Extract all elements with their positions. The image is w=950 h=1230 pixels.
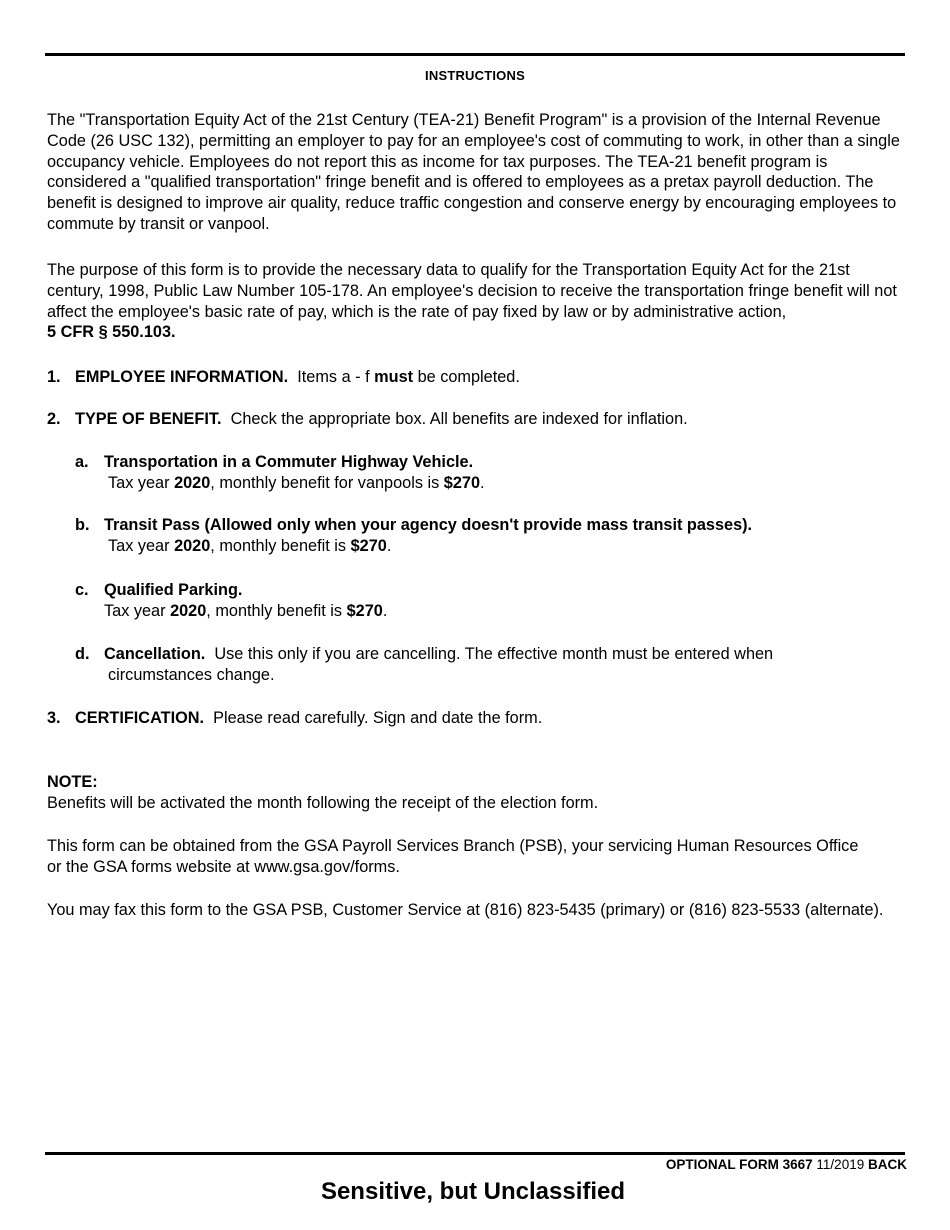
intro-paragraph-1: The "Transportation Equity Act of the 21st Century (TEA-21) Benefit Program" is a provision of the Internal Revenue Code (26 USC 132), permitting an employer to pay for an employee's cost of commuting to work, in other than a single occupancy vehicle. Employees do not report this as income for tax purposes. The TEA-21 benefit program is considered a "qualified transportation" fringe benefit and is offered to employees as a pretax payroll deduction. The benefit is designed to improve air quality, reduce traffic congestion and conserve energy by encouraging employees to commute by transit or vanpool.: [47, 111, 900, 233]
form-side: BACK: [868, 1157, 907, 1172]
item-3-text: Please read carefully. Sign and date the form.: [213, 709, 543, 727]
item-1-number: 1.: [47, 368, 61, 386]
benefit-a-mid: , monthly benefit for vanpools is: [210, 473, 440, 492]
benefit-a-amount: $270: [443, 473, 481, 492]
note-label: NOTE:: [47, 773, 98, 791]
item-2-heading: TYPE OF BENEFIT.: [75, 410, 222, 428]
note-obtain-form: This form can be obtained from the GSA Payroll Services Branch (PSB), your servicing Human Resources Office or the GSA forms website at www.gsa.gov/forms.: [47, 837, 859, 876]
benefit-c-year: 2020: [170, 601, 207, 620]
cfr-citation: 5 CFR § 550.103.: [47, 323, 176, 342]
benefit-c-letter: c.: [75, 581, 89, 599]
benefit-b-mid: , monthly benefit is: [210, 536, 347, 555]
benefit-c-qualified-parking: [104, 580, 387, 622]
item-1-employee-information: [75, 367, 520, 388]
benefit-b-pre: Tax year: [108, 536, 170, 555]
benefit-a-heading: Transportation in a Commuter Highway Vehicle.: [104, 453, 474, 471]
benefit-d-cancellation: [104, 644, 773, 686]
item-2-text: Check the appropriate box. All benefits are indexed for inflation.: [230, 410, 688, 428]
benefit-a-year: 2020: [174, 473, 211, 492]
benefit-b-post: .: [386, 536, 392, 555]
benefit-c-post: .: [382, 601, 388, 620]
top-rule: [45, 53, 905, 56]
classification-label: Sensitive, but Unclassified: [320, 1178, 626, 1205]
benefit-d-heading: Cancellation.: [104, 645, 206, 663]
form-identifier: [666, 1157, 907, 1172]
item-1-text-a: Items a - f: [297, 368, 370, 386]
benefit-a-pre: Tax year: [108, 473, 170, 492]
benefit-c-pre: Tax year: [104, 601, 166, 620]
page-title: INSTRUCTIONS: [425, 68, 525, 83]
item-3-certification: [75, 708, 542, 729]
benefit-c-heading: Qualified Parking.: [104, 581, 243, 599]
benefit-b-letter: b.: [75, 516, 90, 534]
item-1-text-b: be completed.: [417, 368, 520, 386]
item-2-type-of-benefit: [75, 409, 688, 430]
benefit-c-mid: , monthly benefit is: [206, 601, 343, 620]
benefit-a-post: .: [480, 473, 485, 492]
benefit-c-amount: $270: [346, 601, 383, 620]
benefit-a-commuter-vehicle: [104, 452, 485, 494]
item-1-heading: EMPLOYEE INFORMATION.: [75, 368, 289, 386]
benefit-a-letter: a.: [75, 453, 89, 471]
form-name: OPTIONAL FORM 3667: [665, 1157, 813, 1172]
benefit-d-line2: circumstances change.: [108, 665, 275, 684]
intro-paragraph-2: [47, 260, 907, 343]
bottom-rule: [45, 1152, 905, 1155]
form-date: 11/2019: [816, 1157, 865, 1172]
item-3-heading: CERTIFICATION.: [75, 709, 205, 727]
benefit-b-transit-pass: [104, 515, 752, 557]
benefit-d-letter: d.: [75, 645, 90, 663]
item-1-text-bold: must: [374, 368, 414, 386]
note-text: Benefits will be activated the month following the receipt of the election form.: [47, 793, 599, 812]
benefit-d-line1: Use this only if you are cancelling. The effective month must be entered when: [214, 645, 774, 663]
benefit-b-heading: Transit Pass (Allowed only when your agency doesn't provide mass transit passes).: [104, 516, 753, 534]
note-fax-info: You may fax this form to the GSA PSB, Customer Service at (816) 823-5435 (primary) or (816) 823-5533 (alternate).: [47, 901, 884, 919]
benefit-b-year: 2020: [174, 536, 211, 555]
note-section: [47, 772, 907, 814]
benefit-b-amount: $270: [350, 536, 387, 555]
item-3-number: 3.: [47, 709, 61, 727]
intro-paragraph-2-text: The purpose of this form is to provide the necessary data to qualify for the Transportation Equity Act for the 21st century, 1998, Public Law Number 105-178. An employee's decision to receive the transportation fringe benefit will not affect the employee's basic rate of pay, which is the rate of pay fixed by law or by administrative action,: [47, 261, 897, 321]
item-2-number: 2.: [47, 410, 61, 428]
